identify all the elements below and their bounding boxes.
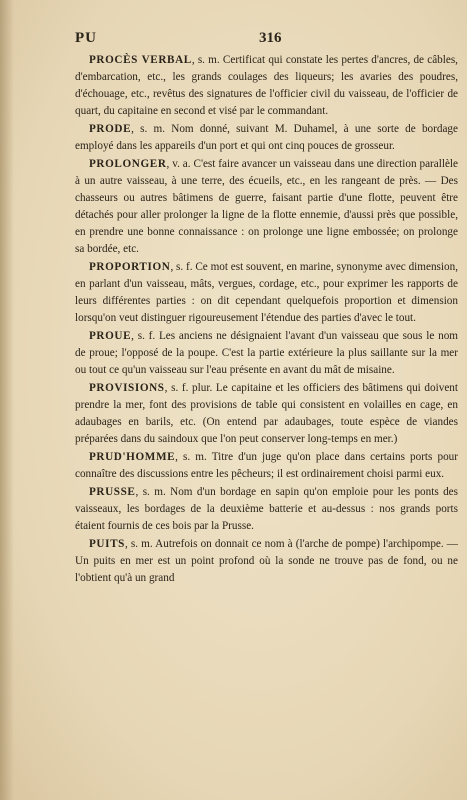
entry-proportion	[75, 259, 458, 327]
entry-prusse	[75, 484, 458, 535]
entry-puits	[75, 536, 458, 587]
definition: , s. f. Ce mot est souvent, en marine, synonyme avec dimension, en parlant d'un vaisseau, mâts, vergues, cordage, etc., pour exprimer les rapports de leurs différentes parties : on dit cependant quelquefois proportion et dimension lorsqu'on veut distinguer rigoureusement l'étendue des parties d'avec le tout.	[75, 261, 458, 324]
headword: PROLONGER	[89, 158, 167, 170]
page-number: 316	[259, 30, 282, 46]
headword: PROUE	[89, 330, 132, 342]
definition: , s. m. Certificat qui constate les pertes d'ancres, de câbles, d'embarcation, etc., les grands coulages des liqueurs; les avaries des poudres, d'échouage, etc., revêtus des signatures de l'officier civil du vaisseau, de l'officier de quart, du capitaine en second et visé par le commandant.	[75, 54, 458, 117]
headword: PUITS	[89, 538, 125, 550]
entry-proue	[75, 328, 458, 379]
headword: PRUD'HOMME	[89, 451, 176, 463]
definition: , s. m. Nom donné, suivant M. Duhamel, à une sorte de bordage employé dans les appareils d'un port et qui ont cinq pouces de grosseur.	[75, 123, 458, 152]
headword: PROCÈS VERBAL	[89, 54, 192, 66]
entry-provisions	[75, 380, 458, 448]
dictionary-text	[75, 52, 458, 588]
definition: , s. f. Les anciens ne désignaient l'avant d'un vaisseau que sous le nom de proue; l'opposé de la poupe. C'est la partie extérieure la plus saillante sur la mer ou tout ce qu'un vaisseau sur l'eau présente en avant du mât de misaine.	[75, 330, 458, 376]
entry-proces-verbal	[75, 52, 458, 120]
page-header	[75, 30, 427, 50]
headword: PROPORTION	[89, 261, 171, 273]
definition: , s. m. Autrefois on donnait ce nom à (l'arche de pompe) l'archipompe. — Un puits en mer est un point profond où la sonde ne trouve pas de fond, ou ne l'obtient qu'à un grand	[75, 538, 458, 584]
definition: , v. a. C'est faire avancer un vaisseau dans une direction parallèle à un autre vaisseau, à une terre, des écueils, etc., en les rangeant de près. — Des chasseurs ou autres bâtimens de guerre, faisant partie d'une flotte, peuvent être détachés pour aller prolonger la ligne de la flotte ennemie, d'aussi près que possible, en prendre une bonne connaissance : on prolonge une ligne embossée; on prolonge sa bordée, etc.	[75, 158, 458, 255]
entry-prudhomme	[75, 449, 458, 483]
headword: PRODE	[89, 123, 132, 135]
page-spine-shadow	[0, 0, 14, 800]
running-head: PU	[75, 30, 97, 46]
definition: , s. m. Nom d'un bordage en sapin qu'on emploie pour les ponts des vaisseaux, les bordages de la deuxième batterie et au-dessus : nos grands ports étaient fournis de ces bois par la Prusse.	[75, 486, 458, 532]
definition: , s. f. plur. Le capitaine et les officiers des bâtimens qui doivent prendre la mer, font des provisions de table qui consistent en volailles en cage, en adaubages en barils, etc. (On entend par adaubages, toute espèce de viandes préparées dans du saindoux que l'on peut conserver long-temps en mer.)	[75, 382, 458, 445]
definition: , s. m. Titre d'un juge qu'on place dans certains ports pour connaître des discussions entre les pêcheurs; il est ordinairement choisi parmi eux.	[75, 451, 458, 480]
entry-prode	[75, 121, 458, 155]
headword: PROVISIONS	[89, 382, 165, 394]
entry-prolonger	[75, 156, 458, 258]
headword: PRUSSE	[89, 486, 136, 498]
